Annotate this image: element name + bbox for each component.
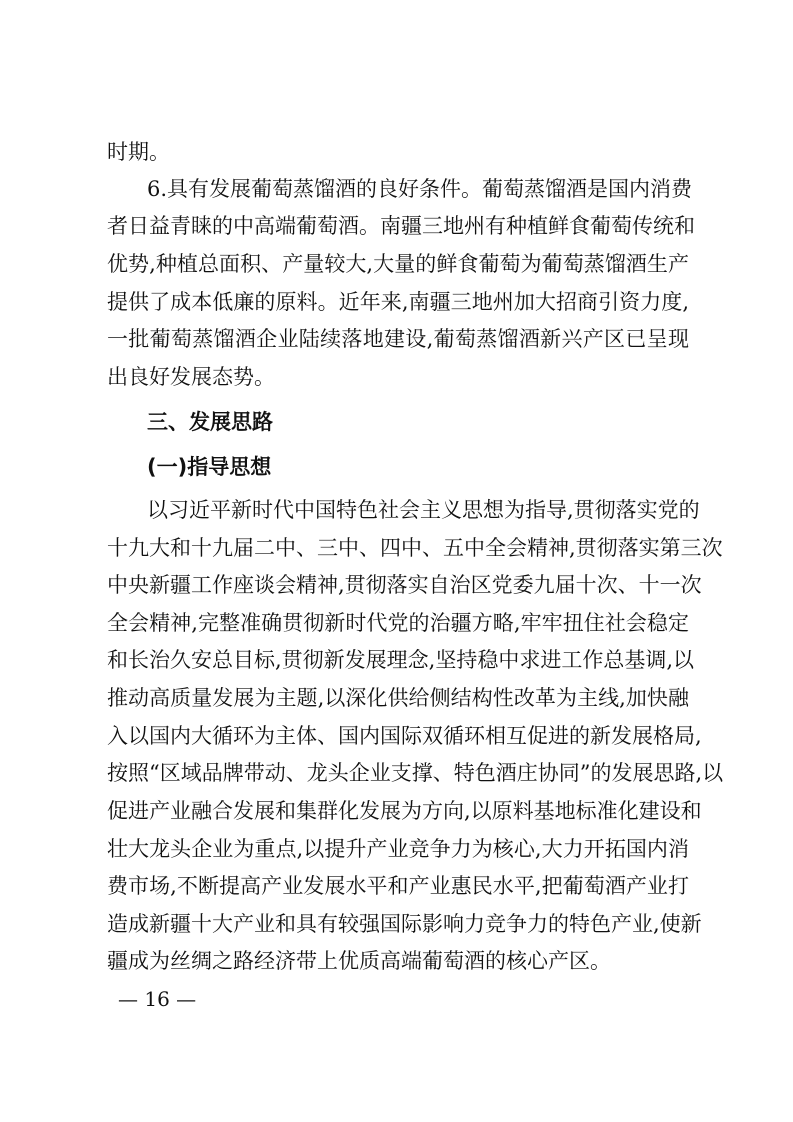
text-line: 时期。 [107, 140, 170, 164]
text-line: 出良好发展态势。 [107, 365, 275, 389]
text-line: 者日益青睐的中高端葡萄酒。南疆三地州有种植鲜食葡萄传统和 [107, 214, 695, 238]
text-line: 6.具有发展葡萄蒸馏酒的良好条件。葡萄蒸馏酒是国内消费 [147, 177, 693, 201]
text-line: 费市场,不断提高产业发展水平和产业惠民水平,把葡萄酒产业打 [107, 874, 689, 898]
text-line: 中央新疆工作座谈会精神,贯彻落实自治区党委九届十次、十一次 [107, 573, 702, 597]
text-line: 全会精神,完整准确贯彻新时代党的治疆方略,牢牢扭住社会稳定 [107, 611, 689, 635]
text-line: 优势,种植总面积、产量较大,大量的鲜食葡萄为葡萄蒸馏酒生产 [107, 252, 689, 276]
text-line: 十九大和十九届二中、三中、四中、五中全会精神,贯彻落实第三次 [107, 536, 723, 560]
page-number: — 16 — [118, 987, 197, 1011]
text-line: 按照“区域品牌带动、龙头企业支撑、特色酒庄协同”的发展思路,以 [107, 761, 724, 785]
section-heading: 三、发展思路 [147, 410, 273, 434]
text-line: 一批葡萄蒸馏酒企业陆续落地建设,葡萄蒸馏酒新兴产区已呈现 [107, 327, 689, 351]
text-line: 和长治久安总目标,贯彻新发展理念,坚持稳中求进工作总基调,以 [107, 648, 695, 672]
text-line: 以习近平新时代中国特色社会主义思想为指导,贯彻落实党的 [147, 498, 700, 522]
text-line: 提供了成本低廉的原料。近年来,南疆三地州加大招商引资力度, [107, 290, 689, 314]
text-line: 入以国内大循环为主体、国内国际双循环相互促进的新发展格局, [107, 724, 702, 748]
text-line: 促进产业融合发展和集群化发展为方向,以原料基地标准化建设和 [107, 799, 702, 823]
text-line: 壮大龙头企业为重点,以提升产业竞争力为核心,大力开拓国内消 [107, 837, 689, 861]
text-line: 疆成为丝绸之路经济带上优质高端葡萄酒的核心产区。 [107, 949, 611, 973]
text-line: 造成新疆十大产业和具有较强国际影响力竞争力的特色产业,使新 [107, 912, 702, 936]
text-line: 推动高质量发展为主题,以深化供给侧结构性改革为主线,加快融 [107, 686, 689, 710]
subsection-heading: (一)指导思想 [147, 455, 272, 479]
